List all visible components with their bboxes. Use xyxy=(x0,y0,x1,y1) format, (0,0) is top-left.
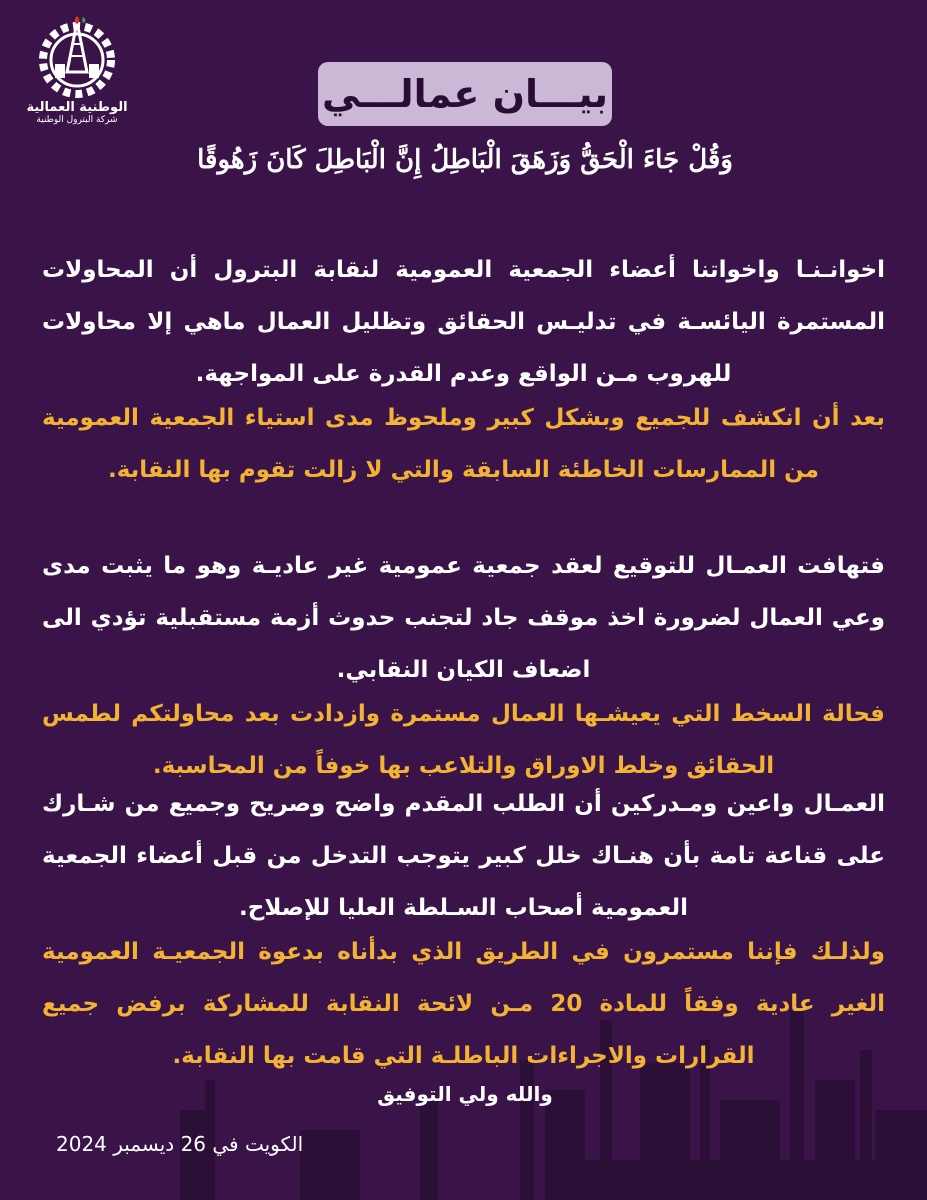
closing-line: والله ولي التوفيق xyxy=(377,1082,553,1106)
paragraph-2: بعد أن انكشف للجميع وبشكل كبير وملحوظ مدى استياء الجمعية العمومية من الممارسات الخاطئة السابقة والتي لا زالت تقوم بها النقابة. xyxy=(42,405,885,483)
paragraph-6: ولذلـك فإننا مستمرون في الطريق الذي بدأناه بدعوة الجمعيـة العمومية الغير عادية وفقاً للمادة 20 مـن لائحة النقابة للمشاركة برفض جميع القرارات والاجراءات الباطلـة التي قامت بها النقابة. xyxy=(42,939,885,1069)
paragraph-1: اخوانـنـا واخواتنا أعضاء الجمعية العمومية لنقابة البترول أن المحاولات المستمرة اليائسـة في تدليـس الحقائق وتظليل العمال ماهي إلا محاولات للهروب مـن الواقع وعدم القدرة على المواجهة. xyxy=(42,257,885,387)
quran-verse: وَقُلْ جَاءَ الْحَقُّ وَزَهَقَ الْبَاطِلُ إِنَّ الْبَاطِلَ كَانَ زَهُوقًا xyxy=(197,145,733,175)
page-title: بيـــان عمالـــي xyxy=(321,72,609,116)
paragraph-5: العمـال واعين ومـدركين أن الطلب المقدم واضح وصريح وجميع من شـارك على قناعة تامة بأن هنـاك خلل كبير يتوجب التدخل من قبل أعضاء الجمعية العمومية أصحاب السـلطة العليا للإصلاح. xyxy=(42,791,885,921)
union-logo xyxy=(22,14,132,144)
gear-oil-rig-icon xyxy=(33,14,121,98)
date-line: الكويت في 26 ديسمبر 2024 xyxy=(56,1132,304,1156)
logo-name: الوطنية العمالية xyxy=(26,100,128,115)
title-banner xyxy=(318,62,612,126)
logo-subtitle: شركة البترول الوطنية xyxy=(36,115,118,125)
paragraph-3: فتهافت العمـال للتوقيع لعقد جمعية عمومية غير عاديـة وهو ما يثبت مدى وعي العمال لضرورة اخذ موقف جاد لتجنب حدوث أزمة مستقبلية تؤدي الى اضعاف الكيان النقابي. xyxy=(42,553,885,683)
paragraph-4: فحالة السخط التي يعيشـها العمال مستمرة وازدادت بعد محاولتكم لطمس الحقائق وخلط الاوراق والتلاعب بها خوفاً من المحاسبة. xyxy=(42,701,885,779)
